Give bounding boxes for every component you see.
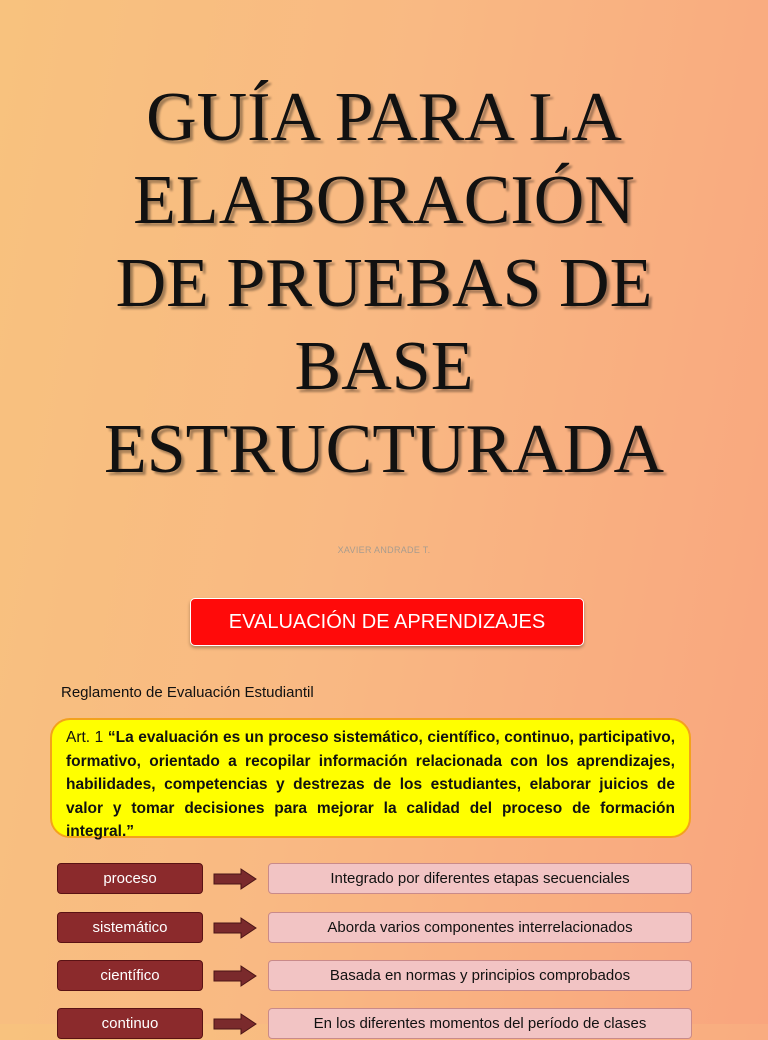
desc-box-continuo: En los diferentes momentos del período de clases	[268, 1008, 692, 1039]
title-line-5: ESTRUCTURADA	[103, 411, 665, 488]
page-title	[0, 76, 768, 491]
definition-row	[0, 960, 768, 992]
term-box-sistematico: sistemático	[57, 912, 203, 943]
right-arrow-icon	[213, 965, 257, 987]
desc-box-sistematico: Aborda varios componentes interrelacionados	[268, 912, 692, 943]
definition-row	[0, 1008, 768, 1040]
desc-box-cientifico: Basada en normas y principios comprobados	[268, 960, 692, 991]
definition-row	[0, 863, 768, 895]
desc-box-proceso: Integrado por diferentes etapas secuenciales	[268, 863, 692, 894]
right-arrow-icon	[213, 868, 257, 890]
article-number: Art. 1	[66, 729, 104, 746]
regulation-subtitle: Reglamento de Evaluación Estudiantil	[61, 684, 314, 701]
title-line-2: ELABORACIÓN	[133, 162, 635, 239]
right-arrow-icon	[213, 1013, 257, 1035]
quote-box	[50, 718, 691, 838]
term-box-proceso: proceso	[57, 863, 203, 894]
definition-row	[0, 912, 768, 944]
title-line-3: DE PRUEBAS DE	[115, 245, 653, 322]
term-box-continuo: continuo	[57, 1008, 203, 1039]
right-arrow-icon	[213, 917, 257, 939]
term-box-cientifico: científico	[57, 960, 203, 991]
title-line-4: BASE	[294, 328, 474, 405]
section-banner: EVALUACIÓN DE APRENDIZAJES	[190, 598, 584, 646]
title-line-1: GUÍA PARA LA	[146, 79, 622, 156]
author-name: XAVIER ANDRADE T.	[337, 545, 431, 555]
article-quote: “La evaluación es un proceso sistemático, científico, continuo, participativo, formativo, orientado a recopilar información relacionada con los aprendizajes, habilidades, competencias y destrezas de los estudiantes, elaborar juicios de valor y tomar decisiones para mejorar la calidad del proceso de formación integral.”	[66, 729, 676, 840]
